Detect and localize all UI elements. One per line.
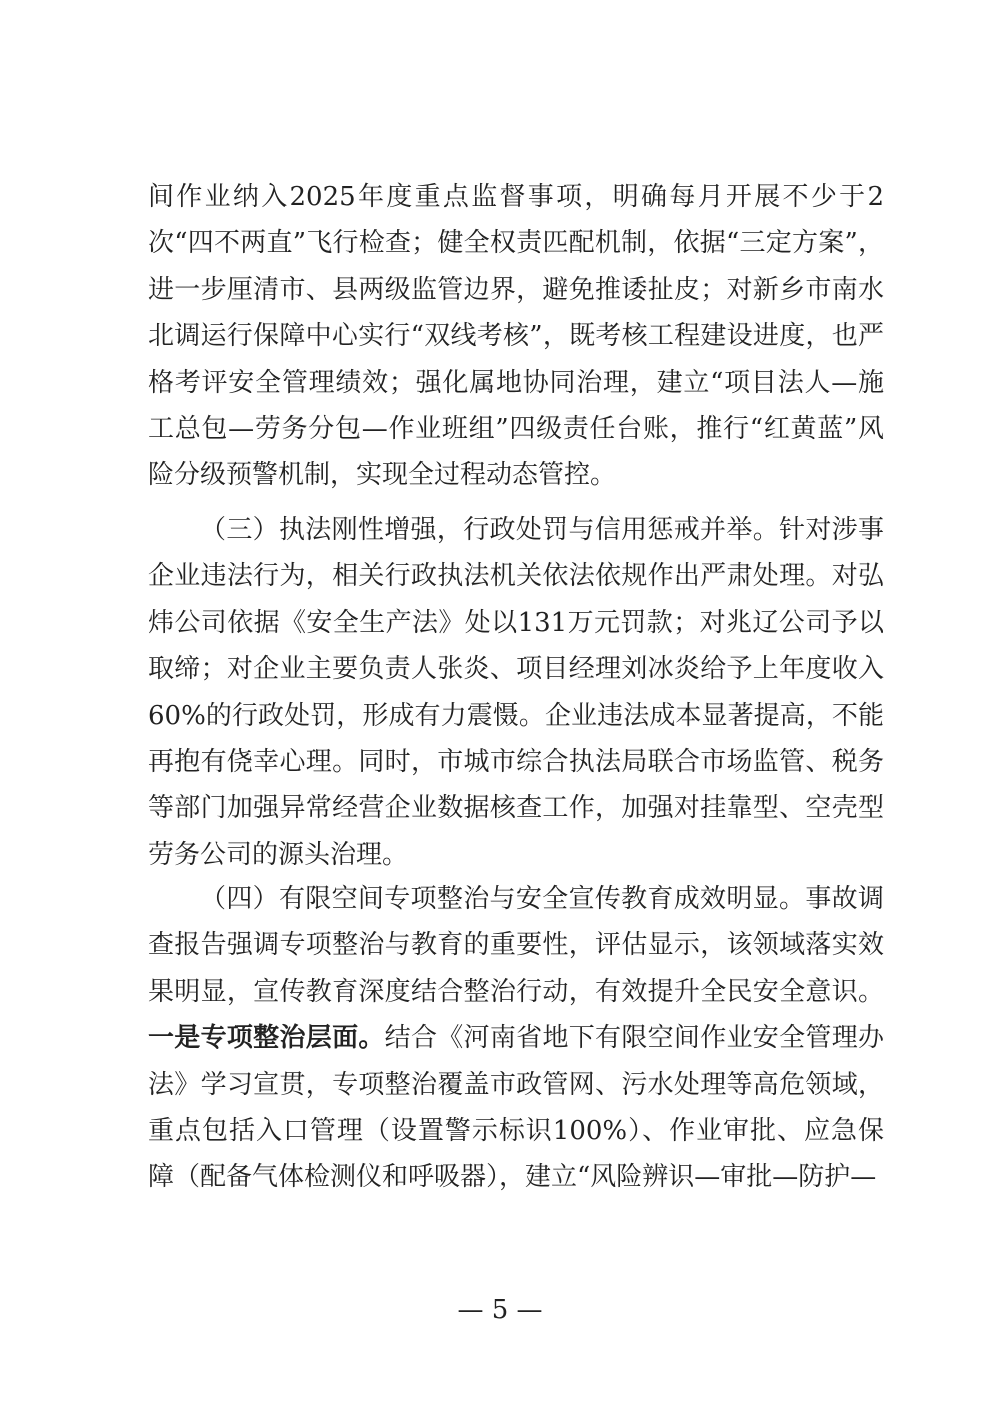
paragraph-continued — [148, 174, 884, 499]
paragraph-2 — [148, 507, 884, 878]
section-4-bold-lead: 一是专项整治层面。 — [148, 1023, 385, 1054]
section-3-body: 针对涉事企业违法行为，相关行政执法机关依法依规作出严肃处理。对弘炜公司依据《安全生产法》处以131万元罚款；对兆辽公司予以取缔；对企业主要负责人张炎、项目经理刘冰炎给予上年度收入60%的行政处罚，形成有力震慑。企业违法成本显著提高，不能再抱有侥幸心理。同时，市城市综合执法局联合市场监管、税务等部门加强异常经营企业数据核查工作，加强对挂靠型、空壳型劳务公司的源头治理。 — [148, 515, 884, 870]
section-3-heading: （三）执法刚性增强，行政处罚与信用惩戒并举。 — [200, 515, 780, 545]
section-4-heading: （四）有限空间专项整治与安全宣传教育成效明显。 — [200, 884, 806, 914]
paragraph-section-4 — [148, 876, 884, 1201]
paragraph-1-text: 间作业纳入2025年度重点监督事项，明确每月开展不少于2次“四不两直”飞行检查；健全权责匹配机制，依据“三定方案”，进一步厘清市、县两级监管边界，避免推诿扯皮；对新乡市南水北调运行保障中心实行“双线考核”，既考核工程建设进度，也严格考评安全管理绩效；强化属地协同治理，建立“项目法人—施工总包—劳务分包—作业班组”四级责任台账，推行“红黄蓝”风险分级预警机制，实现全过程动态管控。 — [148, 182, 884, 491]
paragraph-3 — [148, 876, 884, 1201]
paragraph-section-3 — [148, 507, 884, 878]
section-4-body-1: 事故调查报告强调专项整治与教育的重要性，评估显示，该领域落实效果明显，宣传教育深度结合整治行动，有效提升全民安全意识。 — [148, 884, 884, 1007]
page-number: — 5 — — [457, 1295, 543, 1325]
section-4-body-2: 结合《河南省地下有限空间作业安全管理办法》学习宣贯，专项整治覆盖市政管网、污水处理等高危领域，重点包括入口管理（设置警示标识100%）、作业审批、应急保障（配备气体检测仪和呼吸器），建立“风险辨识—审批—防护— — [148, 1023, 884, 1193]
